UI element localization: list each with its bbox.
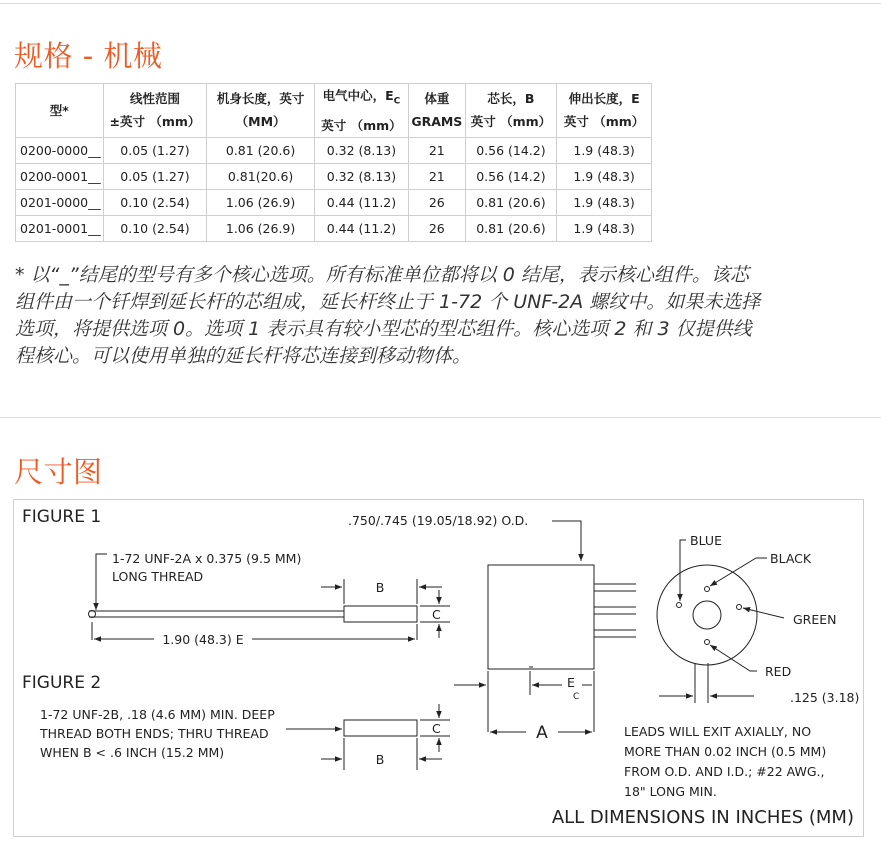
thread1-line2: LONG THREAD [112,569,204,584]
table-row [16,215,652,241]
dimensions-section-title: 尺寸图 [14,455,103,489]
note-line: 组件由一个钎焊到延长杆的芯组成，延长杆终止于 1-72 个 UNF-2A 螺纹中。如果未选择 [15,291,761,313]
header-body-length: 机身长度，英寸 （MM） [207,84,315,138]
cell-model: 0201-0001__ [16,215,104,241]
cell-extension: 1.9 (48.3) [557,163,652,189]
cell-extension: 1.9 (48.3) [557,189,652,215]
cell-body-length: 1.06 (26.9) [207,215,315,241]
fig2-line1: 1-72 UNF-2B, .18 (4.6 MM) MIN. DEEP [40,707,275,722]
leads-note-line: LEADS WILL EXIT AXIALLY, NO [624,724,812,739]
ec-label-sub: C [573,692,580,702]
c-label-bottom: C [432,721,441,736]
fig2-line2: THREAD BOTH ENDS; THRU THREAD [40,726,269,741]
lead-green-label: GREEN [793,612,837,627]
cell-core-length: 0.56 (14.2) [465,163,557,189]
cell-extension: 1.9 (48.3) [557,137,652,163]
thread1-line1: 1-72 UNF-2A x 0.375 (9.5 MM) [112,551,302,566]
cell-weight: 26 [409,215,466,241]
cell-body-length: 1.06 (26.9) [207,189,315,215]
cell-range: 0.05 (1.27) [103,137,207,163]
header-linear-range: 线性范围 ±英寸 （mm） [103,84,207,138]
header-core-length: 芯长，B 英寸 （mm） [465,84,557,138]
thread1-leader [96,554,107,610]
od-dimension [552,521,581,561]
od-label: .750/.745 (19.05/18.92) O.D. [348,513,529,528]
cell-center: 0.32 (8.13) [314,137,408,163]
table-header-row [16,84,652,138]
dimension-drawing [13,499,864,837]
figure2-label: FIGURE 2 [22,673,102,693]
lead-blue-label: BLUE [690,533,722,548]
cell-range: 0.05 (1.27) [103,163,207,189]
specs-table [15,83,652,242]
cell-weight: 21 [409,163,466,189]
cell-core-length: 0.81 (20.6) [465,215,557,241]
length-dimension [92,622,417,640]
note-line: 程核心。可以使用单独的延长杆将芯连接到移动物体。 [15,345,472,367]
cell-range: 0.10 (2.54) [103,189,207,215]
b-label-top: B [375,580,385,595]
lead-red-label: RED [765,664,792,679]
cell-model: 0201-0000__ [16,189,104,215]
sensor-end-view [657,565,757,665]
figure1-label: FIGURE 1 [22,507,102,527]
cell-body-length: 0.81 (20.6) [207,137,315,163]
header-electrical-center: 电气中心，$E_C$ 英寸 （mm） [314,84,408,138]
cell-center: 0.32 (8.13) [314,163,408,189]
header-extension-length: 伸出长度，E 英寸 （mm） [557,84,652,138]
leads-note-line: 18" LONG MIN. [624,784,717,799]
cell-extension: 1.9 (48.3) [557,215,652,241]
cell-center: 0.44 (11.2) [314,189,408,215]
cell-core-length: 0.56 (14.2) [465,137,557,163]
dimension-drawing-svg [14,500,865,838]
header-weight: 体重 GRAMS [409,84,466,138]
length-label: 1.90 (48.3) E [162,632,244,647]
leads-note-line: FROM O.D. AND I.D.; #22 AWG., [624,764,825,779]
table-row [16,137,652,163]
all-dimensions-note: ALL DIMENSIONS IN INCHES (MM) [551,807,854,828]
c-label-top: C [432,607,441,622]
fig2-line3: WHEN B < .6 INCH (15.2 MM) [40,745,225,760]
header-model: 型* [16,84,104,138]
cell-weight: 21 [409,137,466,163]
leadwire-dimension [659,663,754,703]
specs-section-title: 规格 - 机械 [14,39,163,73]
cell-model: 0200-0001__ [16,163,104,189]
cell-model: 0200-0000__ [16,137,104,163]
section-divider [0,417,881,418]
a-label: A [536,723,548,743]
table-row [16,189,652,215]
leadwire-dim-label: .125 (3.18) [790,690,860,705]
cell-core-length: 0.81 (20.6) [465,189,557,215]
table-row [16,163,652,189]
note-line: * 以“_”结尾的型号有多个核心选项。所有标准单位都将以 0 结尾，表示核心组件。该芯 [15,264,749,286]
cell-body-length: 0.81(20.6) [207,163,315,189]
cell-center: 0.44 (11.2) [314,215,408,241]
lead-black-label: BLACK [770,551,812,566]
sensor-body [488,565,636,669]
top-divider [0,3,881,4]
figure2-core [344,720,417,736]
model-options-note [15,262,870,370]
cell-range: 0.10 (2.54) [103,215,207,241]
ec-label: E [567,675,575,690]
figure1-core-rod [89,606,418,622]
note-line: 选项，将提供选项 0。选项 1 表示具有较小型芯的型芯组件。核心选项 2 和 3 仅提供线 [15,318,752,340]
b-label-bottom: B [375,752,385,767]
leads-note-line: MORE THAN 0.02 INCH (0.5 MM) [624,744,827,759]
cell-weight: 26 [409,189,466,215]
